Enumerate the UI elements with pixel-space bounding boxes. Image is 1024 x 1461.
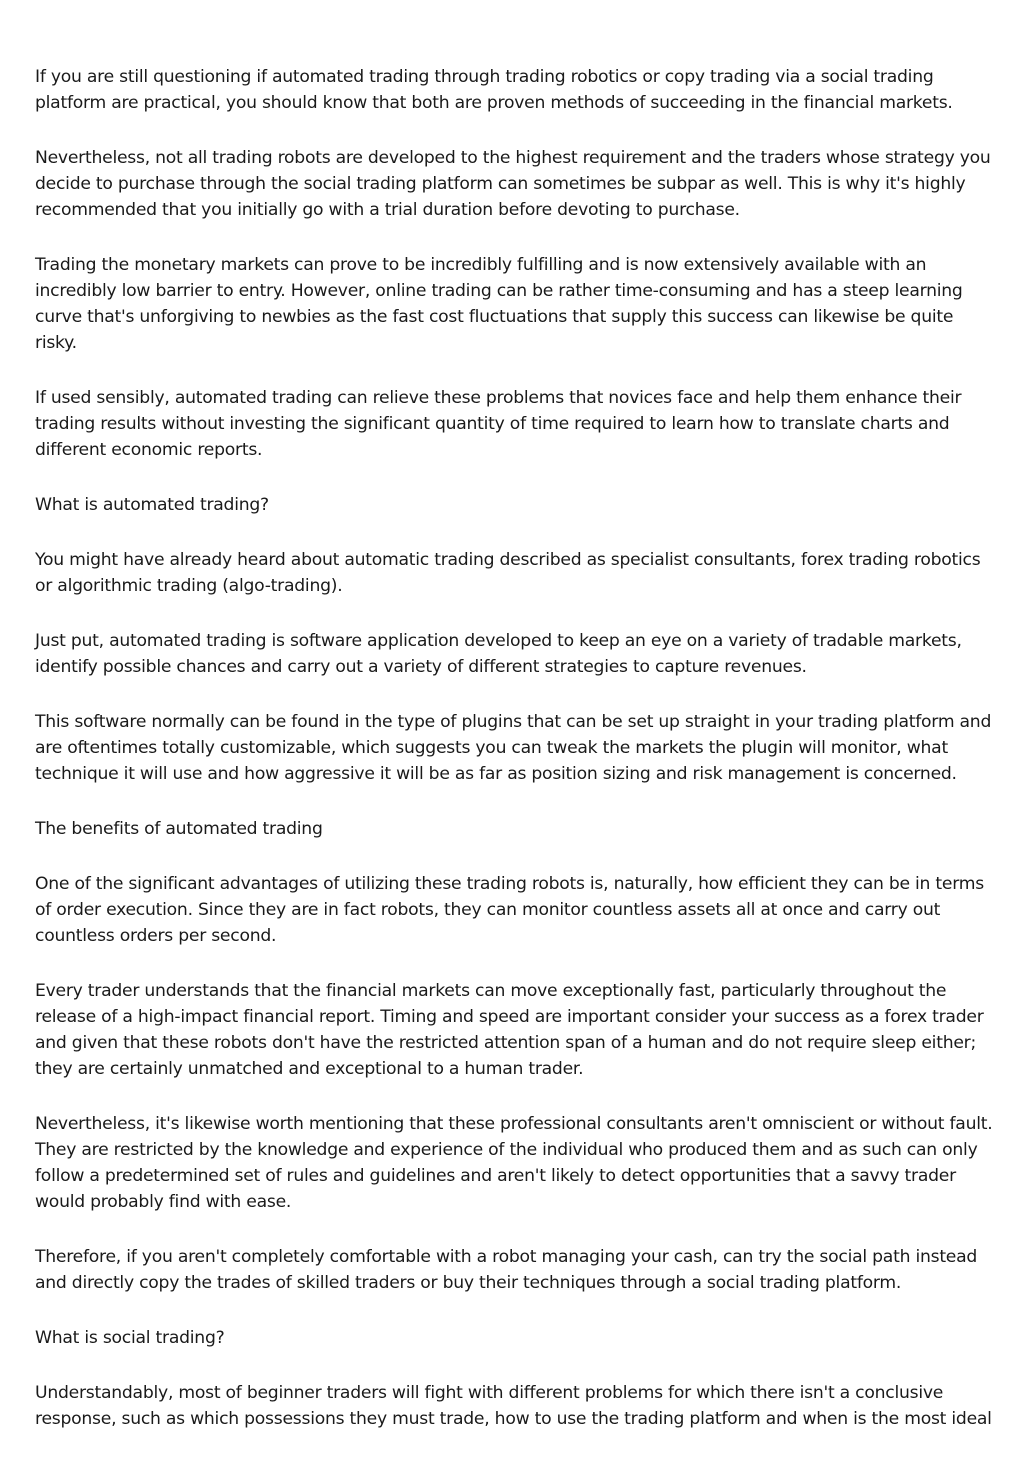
document-page [35,64,995,1461]
paragraph-trial-recommendation: Nevertheless, not all trading robots are developed to the highest requirement and the traders whose strategy you decide to purchase through the social trading platform can sometimes be subpar as well. This is why it's highly recommended that you initially go with a trial duration before devoting to purchase. [35,148,991,220]
section-heading-benefits: The benefits of automated trading [35,819,323,839]
paragraph-order-execution: One of the significant advantages of utilizing these trading robots is, naturally, how efficient they can be in terms of order execution. Since they are in fact robots, they can monitor countless assets all at once and carry out countless orders per second. [35,874,984,946]
paragraph-intro: If you are still questioning if automated trading through trading robotics or copy trading via a social trading platform are practical, you should know that both are proven methods of succeeding in the financial markets. [35,67,953,113]
section-heading-automated-trading: What is automated trading? [35,495,269,515]
paragraph-beginner-problems: Understandably, most of beginner traders will fight with different problems for which there isn't a conclusive response, such as which possessions they must trade, how to use the trading platform and when is the most ideal [35,1383,992,1429]
section-heading-social-trading: What is social trading? [35,1328,225,1348]
paragraph-automatic-trading-names: You might have already heard about automatic trading described as specialist consultants, forex trading robotics or algorithmic trading (algo-trading). [35,550,981,596]
paragraph-speed: Every trader understands that the financial markets can move exceptionally fast, particularly throughout the release of a high-impact financial report. Timing and speed are important consider your success as a forex trader and given that these robots don't have the restricted attention span of a human and do not require sleep either; they are certainly unmatched and exceptional to a human trader. [35,981,984,1079]
paragraph-plugins: This software normally can be found in the type of plugins that can be set up straight in your trading platform and are oftentimes totally customizable, which suggests you can tweak the markets the plugin will monitor, what technique it will use and how aggressive it will be as far as position sizing and risk management is concerned. [35,712,992,784]
paragraph-monetary-markets: Trading the monetary markets can prove to be incredibly fulfilling and is now extensively available with an incredibly low barrier to entry. However, online trading can be rather time-consuming and has a steep learning curve that's unforgiving to newbies as the fast cost fluctuations that supply this success can likewise be quite risky. [35,255,963,353]
paragraph-used-sensibly: If used sensibly, automated trading can relieve these problems that novices face and help them enhance their trading results without investing the significant quantity of time required to learn how to translate charts and different economic reports. [35,388,962,460]
paragraph-social-path: Therefore, if you aren't completely comfortable with a robot managing your cash, can try the social path instead and directly copy the trades of skilled traders or buy their techniques through a social trading platform. [35,1247,978,1293]
paragraph-definition: Just put, automated trading is software application developed to keep an eye on a variety of tradable markets, identify possible chances and carry out a variety of different strategies to capture revenues. [35,631,962,677]
paragraph-limitations: Nevertheless, it's likewise worth mentioning that these professional consultants aren't omniscient or without fault. They are restricted by the knowledge and experience of the individual who produced them and as such can only follow a predetermined set of rules and guidelines and aren't likely to detect opportunities that a savvy trader would probably find with ease. [35,1114,993,1212]
